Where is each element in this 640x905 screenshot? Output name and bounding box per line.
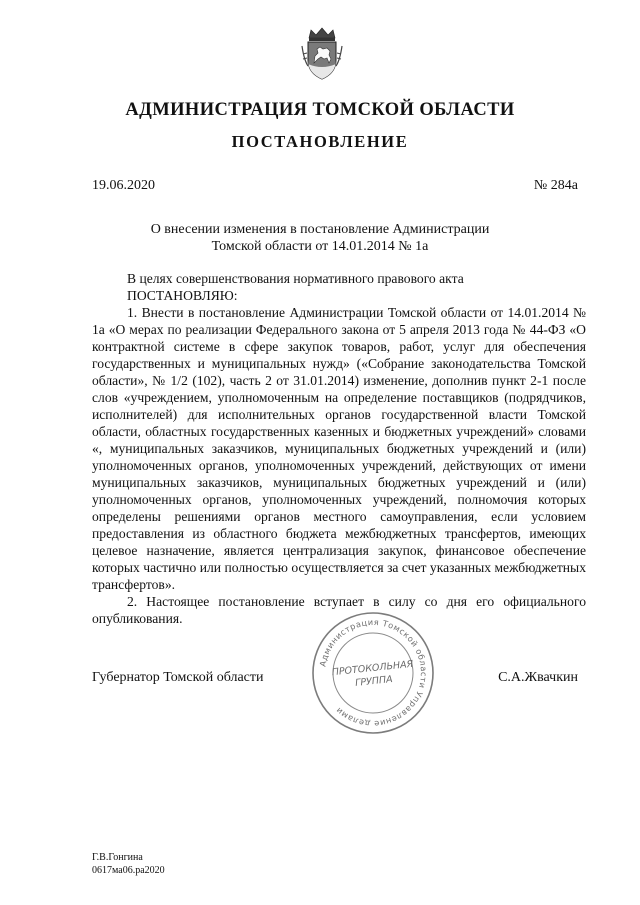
- file-reference: 0617ма06.ра2020: [92, 865, 165, 876]
- stamp-ring-text: Администрация Томской области Управление делами: [317, 616, 430, 730]
- official-stamp: [310, 610, 436, 736]
- item-2: 2. Настоящее постановление вступает в силу со дня его официального опубликования.: [92, 594, 586, 626]
- stamp-center-line-1: ПРОТОКОЛЬНАЯ: [331, 658, 414, 679]
- coat-of-arms-icon: [300, 26, 344, 82]
- footer: [92, 851, 165, 877]
- document-type: ПОСТАНОВЛЕНИЕ: [231, 132, 409, 151]
- document-body: [92, 270, 586, 627]
- subject-line-2: Томской области от 14.01.2014 № 1а: [211, 239, 429, 254]
- document-subject: [0, 221, 640, 255]
- preamble: В целях совершенствования нормативного правового акта: [127, 271, 464, 286]
- stamp-center-line-2: ГРУППА: [354, 674, 394, 689]
- document-number: № 284а: [533, 178, 578, 193]
- item-1: 1. Внести в постановление Администрации Томской области от 14.01.2014 № 1а «О мерах по реализации Федерального закона от 5 апреля 2013 года № 44-ФЗ «О контрактной системе в сфере закупок товаров, работ, услуг для обеспечения государственных и муниципальных нужд» («Собрание законодательства Томской области», № 1/2 (102), часть 2 от 31.01.2014) изменение, дополнив пункт 2-1 после слов «учреждением, уполномоченным на определение поставщиков (подрядчиков, исполнителей) для исполнительных органов государственной власти Томской области, областных государственных казенных и бюджетных учреждений» словами «, муниципальных заказчиков, муниципальных бюджетных учреждений и (или) уполномоченных органов, уполномоченных учреждений, действующих от имени муниципальных заказчиков, муниципальных бюджетных учреждений и (или) уполномоченных органов, уполномоченных учреждений, полномочия которых определены решениями органов местного самоуправления, если условием предоставления из областного бюджета межбюджетных трансфертов, имеющих целевое назначение, является централизация закупок, финансовое обеспечение которых частично или полностью осуществляется за счет указанных межбюджетных трансфертов».: [92, 305, 586, 592]
- executor-name: Г.В.Гонгина: [92, 852, 143, 863]
- subject-line-1: О внесении изменения в постановление Администрации: [150, 222, 490, 237]
- signature-position: Губернатор Томской области: [92, 670, 264, 685]
- signature-name: С.А.Жвачкин: [498, 670, 578, 685]
- organization-title: АДМИНИСТРАЦИЯ ТОМСКОЙ ОБЛАСТИ: [125, 100, 515, 120]
- document-date: 19.06.2020: [92, 178, 155, 193]
- resolve-statement: ПОСТАНОВЛЯЮ:: [127, 288, 238, 303]
